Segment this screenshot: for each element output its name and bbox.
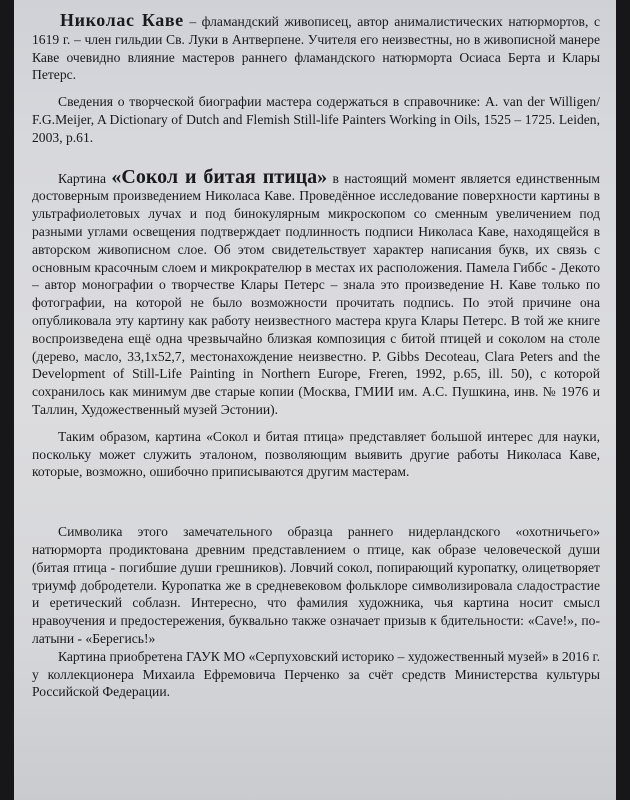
artist-reference-paragraph: Сведения о творческой биографии мастера содержаться в справочнике: A. van der Willigen/ F.G.Meijer, A Dictionary of Dutch and Flemish Still-life Painters Working in Oils, 1525 – 1725. Leiden, 2003, p.61. xyxy=(32,94,600,145)
painting-description-text: в настоящий момент является единственным достоверным произведением Николаса Каве. Проведённое исследование поверхности картины в ультрафиолетовых лучах и под бинокулярным микроскопом со сменным увеличением под разными углами освещения подтверждает подлинность подписи Николаса Каве, находящейся в авторском живописном слое. Об этом свидетельствует характер написания букв, их связь с основным красочным слоем и микрократелюр в местах их расположения. Памела Гиббс - Декото – автор монографии о творчестве Клары Петерс – знала это произведение Н. Каве только по фотографии, на которой не было возможности прочитать подпись. По этой причине она опубликовала эту картину как работу неизвестного мастера круга Клары Петерс. В той же книге воспроизведена ещё одна чрезвычайно близкая композиция с битой птицей и соколом на столе (дерево, масло, 33,1х52,7, местонахождение неизвестно. P. Gibbs Decoteau, Clara Peters and the Development of Still-Life Painting in Northern Europe, Freren, 1992, p.65, ill. 50), с которой сохранилось как минимум две старые копии (Москва, ГМИИ им. А.С. Пушкина, инв. № 1976 и Таллин, Художественный музей Эстонии). xyxy=(32,170,600,417)
museum-label-sheet xyxy=(14,0,616,800)
painting-title: «Сокол и битая птица» xyxy=(111,165,328,188)
artist-intro-text: – фламандский живописец, автор анималистических натюрмортов, с 1619 г. – член гильдии Св. Луки в Антверпене. Учителя его неизвестны, но в живописной манере Каве очевидно влияние мастеров раннего фламандского натюрморта Осиаса Берта и Клары Петерс. xyxy=(32,14,600,83)
painting-description-paragraph xyxy=(32,165,600,419)
acquisition-paragraph: Картина приобретена ГАУК МО «Серпуховский историко – художественный музей» в 2016 г. у коллекционера Михаила Ефремовича Перченко за счёт средств Министерства культуры Российской Федерации. xyxy=(32,648,600,700)
artist-name: Николас Каве xyxy=(60,10,184,30)
artist-intro-paragraph xyxy=(32,12,600,84)
symbolism-section xyxy=(32,523,600,701)
painting-conclusion-paragraph: Таким образом, картина «Сокол и битая птица» представляет большой интерес для науки, поскольку может служить эталоном, позволяющим выявить другие работы Николаса Каве, которые, возможно, ошибочно приписываются другим мастерам. xyxy=(32,428,600,480)
painting-section xyxy=(32,165,600,482)
symbolism-paragraph: Символика этого замечательного образца раннего нидерландского «охотничьего» натюрморта продиктована древним представлением о птице, как образе человеческой души (битая птица - погибшие души грешников). Ловчий сокол, попирающий куропатку, олицетворяет триумф добродетели. Куропатка же в средневековом фольклоре символизировала сладострастие и еретический соблазн. Интересно, что фамилия художника, чья картина носит смысл нравоучения и предостережения, буквально также означает призыв к бдительности: «Cave!», по-латыни - «Берегись!» xyxy=(32,524,600,646)
artist-section xyxy=(32,12,600,147)
painting-lead-word: Картина xyxy=(58,170,112,186)
